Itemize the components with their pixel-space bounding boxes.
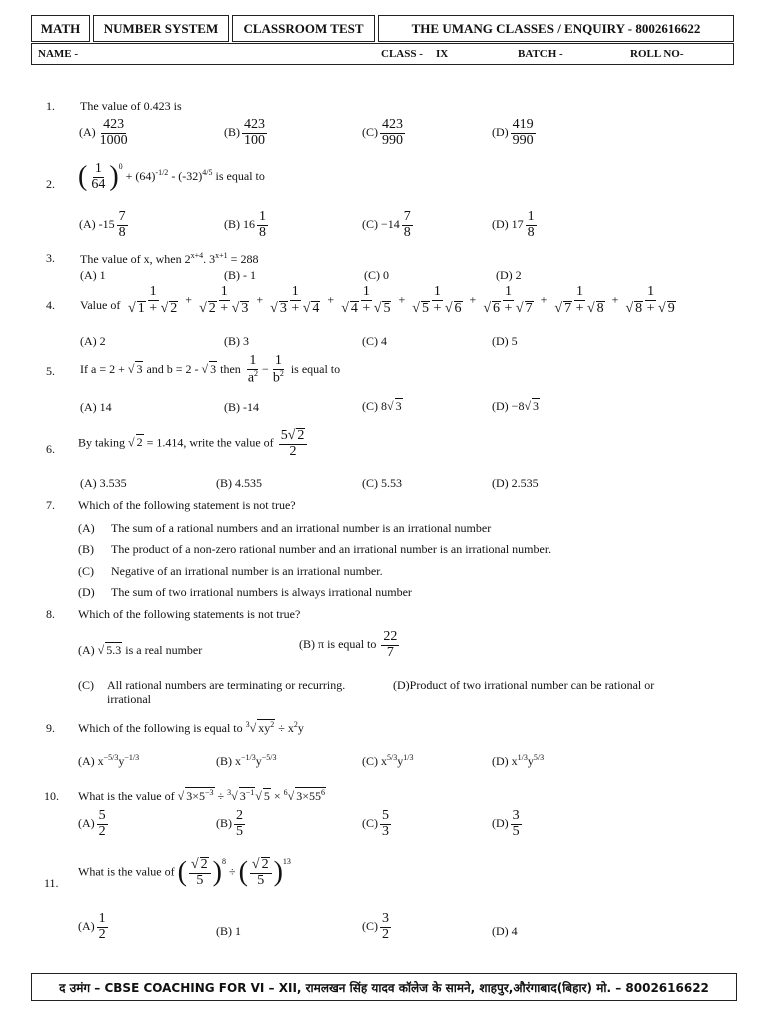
institute-cell: THE UMANG CLASSES / ENQUIRY - 8002616622	[378, 15, 734, 42]
option-a: (A) 2	[80, 334, 106, 348]
footer-banner: द उमंग – CBSE COACHING FOR VI – XII, रामलखन सिंह यादव कॉलेज के सामने, शाहपुर,औरंगाबाद(बिहार) मो. – 8002616622	[31, 973, 737, 1001]
series-expression: $\frac{1}{√ 1 + √ 2}$ + $\frac{1}{√ 2 + √ 3}$ + $\frac{1}{√ 3 + √ 4}$ + $\frac{1}{√ 4 + √ 5}$ + $\frac{1}{√ 5 + √ 6}$ + $\frac{1}{√ 6 + √ 7}$ + $\frac{1}{√ 7 + √ 8}$ + $\frac{1}{√ 8 + √ 9}$	[124, 285, 680, 316]
statement-c: Negative of an irrational number is an irrational number.	[111, 564, 383, 578]
option-c: (C) 4	[362, 334, 387, 348]
option-b: (B) $\frac{2}{5}$	[216, 808, 243, 839]
option-a: (A) $x^{-5/3}y^{-1/3}$	[78, 753, 140, 768]
option-b: (B) 1	[216, 924, 241, 938]
option-c: (C) $\frac{5}{3}$	[362, 808, 389, 839]
subject-cell: MATH	[31, 15, 90, 42]
option-c: (C) $x^{5/3}y^{1/3}$	[362, 753, 414, 768]
roll-label: ROLL NO-	[630, 48, 684, 60]
option-a: (A) $\frac{423}{1000}$	[79, 117, 128, 148]
option-a: (A) 3.535	[80, 476, 127, 490]
option-a: (A) -15 $\frac{7}{8}$	[79, 209, 126, 240]
option-c: (C) −14 $\frac{7}{8}$	[362, 209, 411, 240]
option-c: (C) $\frac{423}{990}$	[362, 117, 403, 148]
option-b: (B) π is equal to $\frac{22}{7}$	[299, 629, 398, 660]
series-term: $\frac{1}{√ 7 + √ 8}$	[554, 284, 604, 316]
series-term: $\frac{1}{√ 3 + √ 4}$	[270, 284, 320, 316]
test-cell: CLASSROOM TEST	[232, 15, 375, 42]
series-term: $\frac{1}{√ 6 + √ 7}$	[483, 284, 533, 316]
series-term: $\frac{1}{√ 2 + √ 3}$	[199, 284, 249, 316]
option-a: (A) √ 5.3 is a real number	[78, 643, 203, 657]
option-b: (B) $\frac{423}{100}$	[224, 117, 265, 148]
option-b: (B) 3	[224, 334, 249, 348]
option-d: (D) 2	[496, 268, 522, 282]
statement-d: The sum of two irrational numbers is always irrational number	[111, 585, 412, 599]
option-d: (D) 5	[492, 334, 518, 348]
option-b: (B) $x^{-1/3}y^{-5/3}$	[216, 753, 277, 768]
class-value: IX	[436, 48, 449, 60]
series-term: $\frac{1}{√ 1 + √ 2}$	[128, 284, 178, 316]
option-d: (D) $\frac{419}{990}$	[492, 117, 534, 148]
option-b: (B) - 1	[224, 268, 256, 282]
name-label: NAME -	[38, 48, 79, 60]
option-a: (A) $\frac{5}{2}$	[78, 808, 106, 839]
option-d: (D) 17 $\frac{1}{8}$	[492, 209, 535, 240]
option-c: (C) 0	[364, 268, 389, 282]
option-a: (A) $\frac{1}{2}$	[78, 911, 106, 942]
option-d: (D) 2.535	[492, 476, 539, 490]
statement-b: The product of a non-zero rational number and an irrational number is an irrational number.	[111, 542, 552, 556]
batch-label: BATCH -	[518, 48, 563, 60]
option-d: (D) $\frac{3}{5}$	[492, 808, 520, 839]
option-d: (D)Product of two irrational number can be rational or	[393, 678, 655, 692]
option-b: (B) 16 $\frac{1}{8}$	[224, 209, 266, 240]
info-row	[31, 43, 734, 65]
series-term: $\frac{1}{√ 5 + √ 6}$	[412, 284, 462, 316]
series-term: $\frac{1}{√ 8 + √ 9}$	[625, 284, 675, 316]
option-c: (C) $\frac{3}{2}$	[362, 911, 389, 942]
class-label: CLASS -	[381, 48, 423, 60]
statement-a: The sum of a rational numbers and an irrational number is an irrational number	[111, 521, 492, 535]
header-row	[31, 15, 734, 42]
series-term: $\frac{1}{√ 4 + √ 5}$	[341, 284, 391, 316]
option-c: (C) 5.53	[362, 476, 402, 490]
option-a: (A) 14	[80, 400, 112, 414]
option-d: (D) $x^{1/3}y^{5/3}$	[492, 753, 545, 768]
option-d: (D) 4	[492, 924, 518, 938]
option-d: (D) −8√ 3	[492, 399, 540, 413]
option-b: (B) -14	[224, 400, 259, 414]
option-a: (A) 1	[80, 268, 106, 282]
option-c: (C) 8√ 3	[362, 399, 402, 413]
option-c: All rational numbers are terminating or recurring.	[107, 678, 346, 692]
topic-cell: NUMBER SYSTEM	[93, 15, 229, 42]
option-b: (B) 4.535	[216, 476, 262, 490]
